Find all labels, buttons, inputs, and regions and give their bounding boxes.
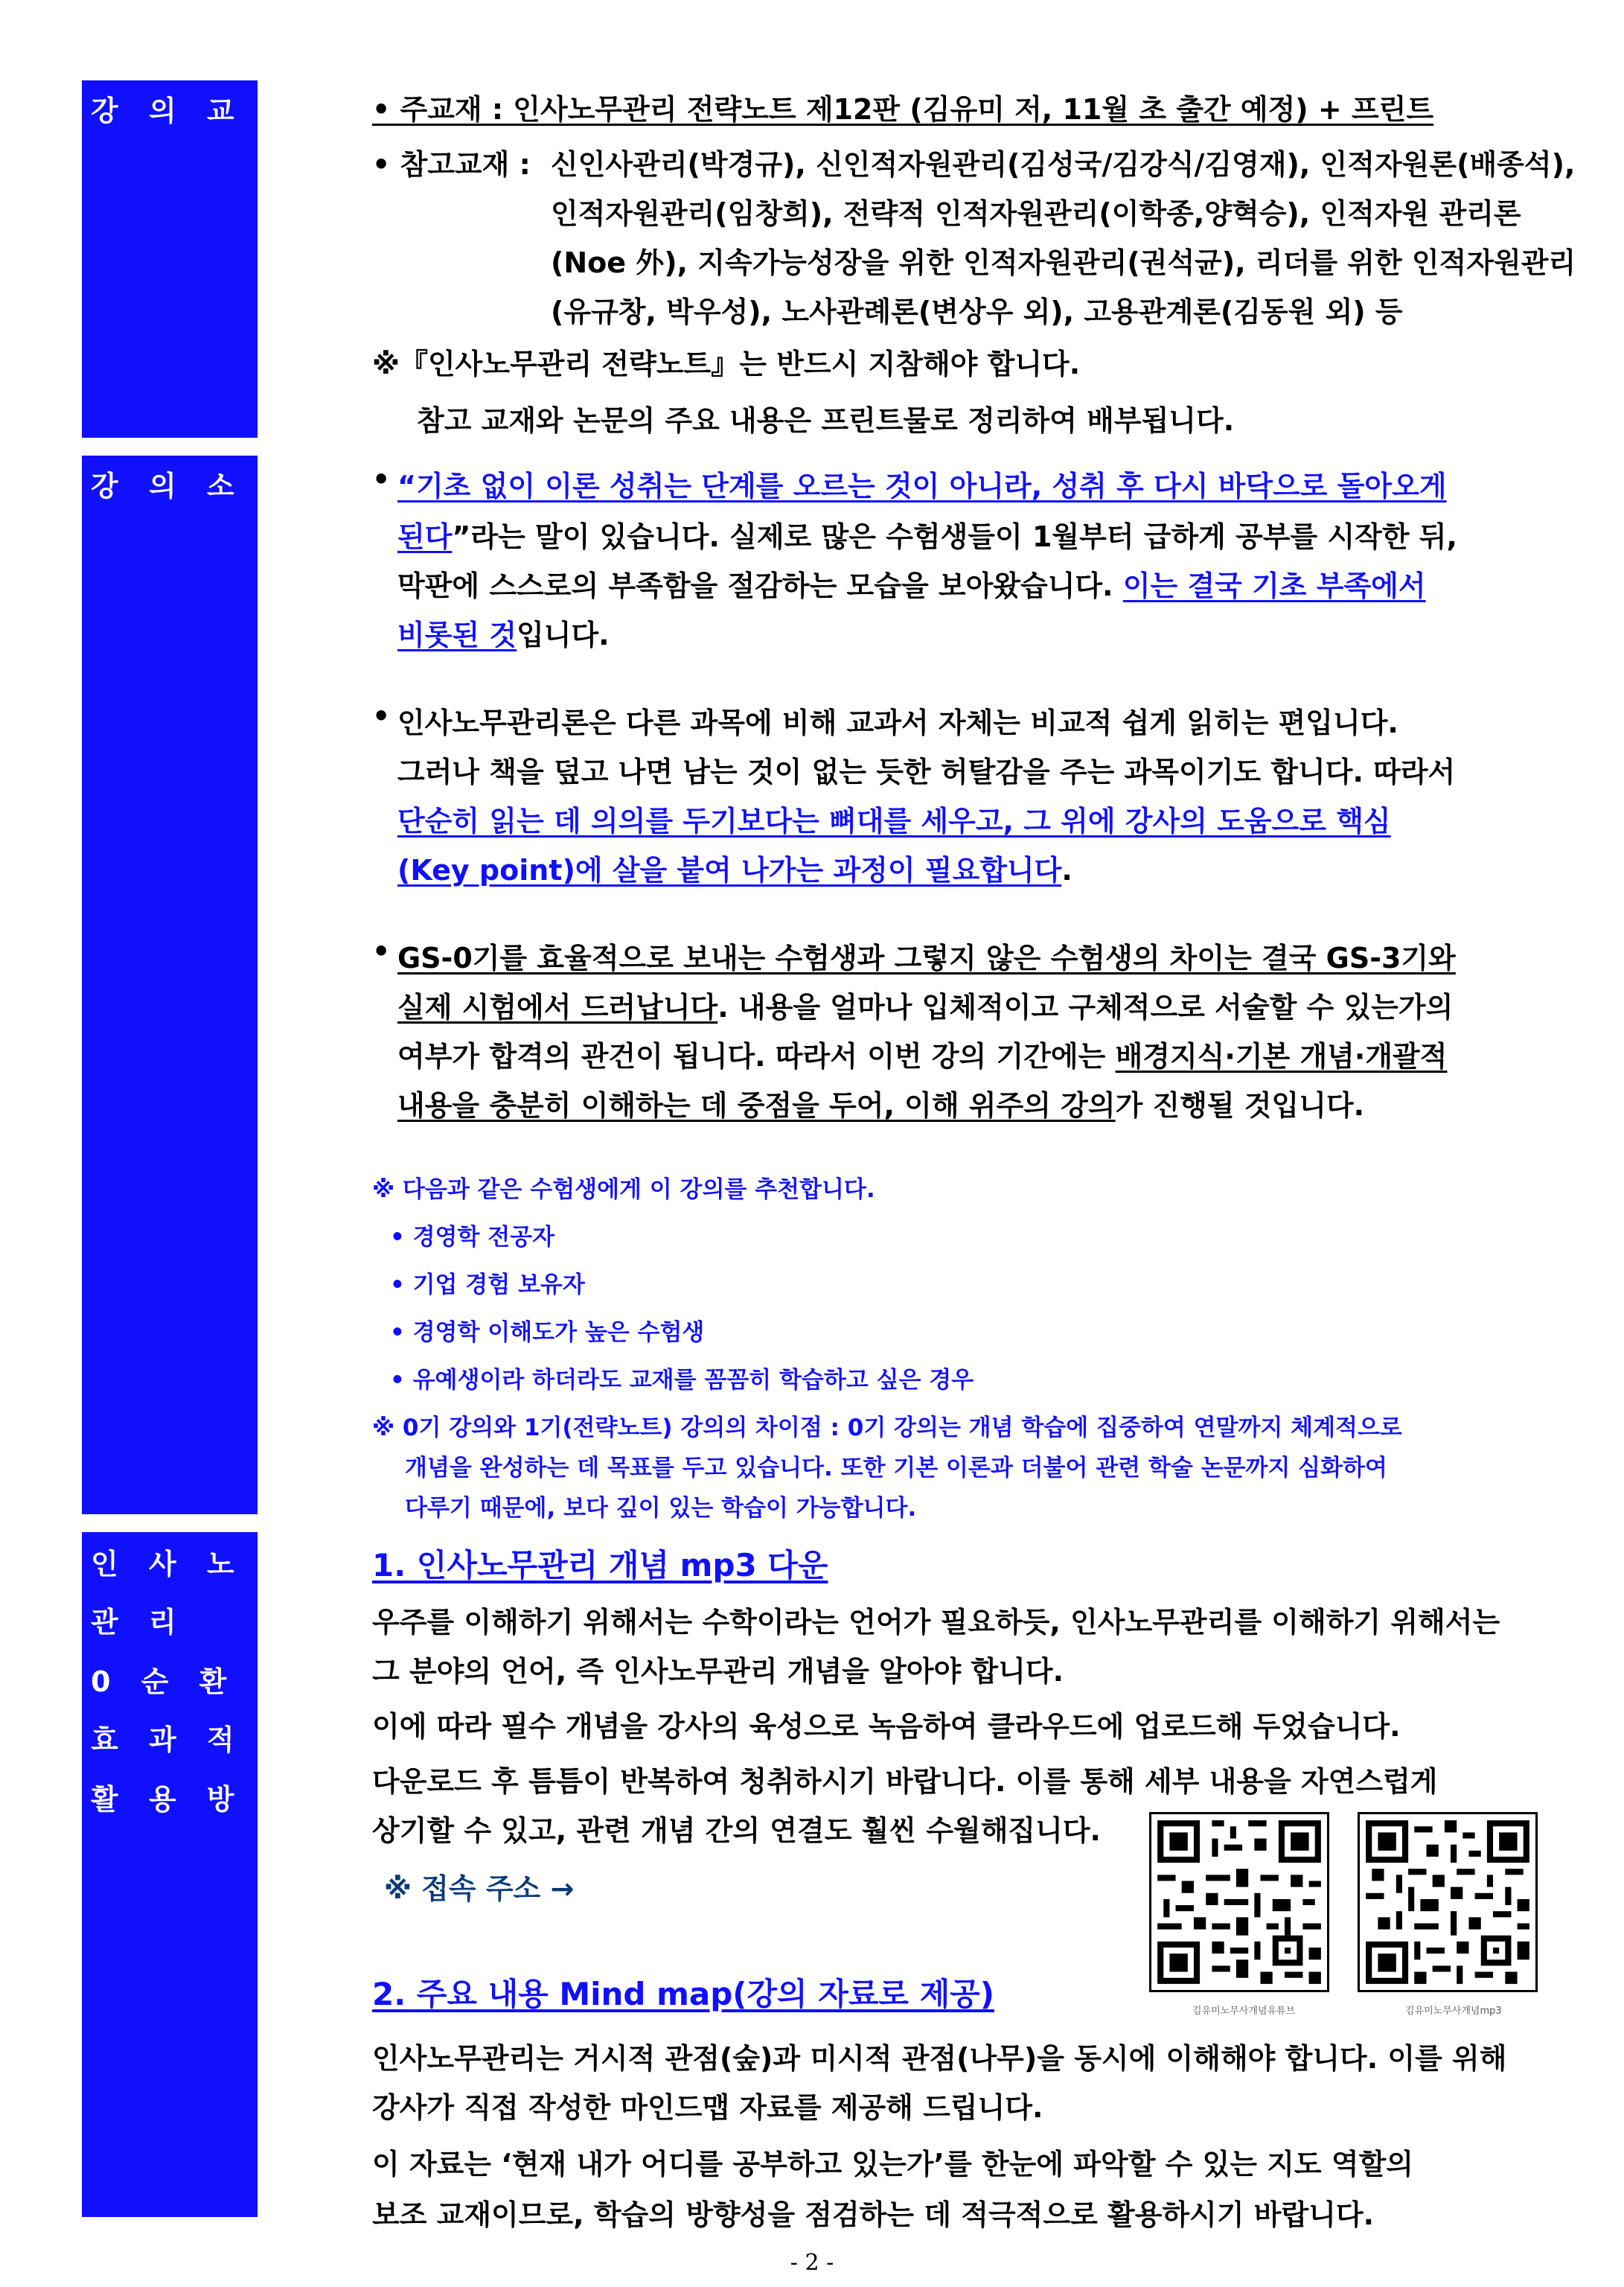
usage-paragraph-line: 보조 교재이므로, 학습의 방향성을 점검하는 데 적극적으로 활용하시기 바랍니다. (372, 2198, 1375, 2231)
qr-caption-mp3: 김유미노무사개념mp3 (1405, 2006, 1502, 2017)
intro-paragraph-line: 그러나 책을 덮고 나면 남는 것이 없는 듯한 허탈감을 주는 과목이기도 합니다. 따라서 (397, 756, 1456, 788)
qr-code-mp3[interactable] (1358, 1812, 1538, 1992)
sidebar-label-textbook: 강 의 교 재 (91, 95, 303, 127)
intro-text: 가 진행될 것입니다. (1115, 1089, 1365, 1122)
usage-paragraph-line: 이에 따라 필수 개념을 강사의 육성으로 녹음하여 클라우드에 업로드해 두었습니다. (372, 1710, 1401, 1743)
intro-highlight: 단순히 읽는 데 의의를 두기보다는 뼈대를 세우고, 그 위에 강사의 도움으로 핵심 (397, 805, 1391, 838)
sidebar-label-usage-2: 관 리 (91, 1606, 187, 1639)
usage-paragraph-line: 우주를 이해하기 위해서는 수학이라는 언어가 필요하듯, 인사노무관리를 이해하기 위해서는 (372, 1606, 1500, 1639)
sidebar-label-usage-4: 효 과 적 인 (91, 1723, 303, 1756)
intro-underlined: 배경지식·기본 개념·개괄적 (1115, 1040, 1448, 1073)
reference-textbook-line: (Noe 外), 지속가능성장을 위한 인적자원관리(권석균), 리더를 위한 인적자원관리 (551, 246, 1576, 279)
intro-text: 여부가 합격의 관건이 됩니다. 따라서 이번 강의 기간에는 (397, 1040, 1116, 1073)
access-address: ※ 접속 주소 → (384, 1872, 575, 1905)
intro-underlined-line: GS-0기를 효율적으로 보내는 수험생과 그렇지 않은 수험생의 차이는 결국 GS-3기와 (397, 942, 1456, 975)
reference-textbook-prefix: • 참고교재 : (372, 148, 531, 181)
sidebar-label-intro: 강 의 소 개 (91, 470, 303, 503)
page-number: - 2 - (790, 2250, 834, 2276)
intro-paragraph-line (397, 514, 1457, 555)
sidebar-label-usage-5: 활 용 방 법 (91, 1783, 303, 1816)
recommend-item: • 경영학 이해도가 높은 수험생 (390, 1319, 705, 1346)
intro-paragraph-line (397, 984, 1453, 1025)
intro-paragraph-line (397, 612, 610, 653)
intro-paragraph-line (397, 1033, 1447, 1074)
reference-textbook-line: 신인사관리(박경규), 신인적자원관리(김성국/김강식/김영재), 인적자원론(배종석), (551, 148, 1576, 181)
intro-text: ”라는 말이 있습니다. 실제로 많은 수험생들이 1월부터 급하게 공부를 시작한 뒤, (452, 520, 1457, 553)
qr-code-youtube[interactable] (1149, 1812, 1329, 1992)
intro-highlight: (Key point)에 살을 붙여 나가는 과정이 필요합니다 (397, 854, 1062, 887)
usage-paragraph-line: 다운로드 후 틈틈이 반복하여 청취하시기 바랍니다. 이를 통해 세부 내용을 자연스럽게 (372, 1765, 1438, 1798)
difference-note: ※ 0기 강의와 1기(전략노트) 강의의 차이점 : 0기 강의는 개념 학습에 집중하여 연말까지 체계적으로 (372, 1414, 1402, 1441)
usage-paragraph-line: 그 분야의 언어, 즉 인사노무관리 개념을 알아야 합니다. (372, 1655, 1064, 1688)
main-textbook-line: • 주교재 : 인사노무관리 전략노트 제12판 (김유미 저, 11월 초 출간 예정) + 프린트 (372, 93, 1434, 126)
sidebar-box-intro (82, 456, 258, 1514)
intro-paragraph-line (397, 563, 1426, 604)
intro-bullet: • (372, 463, 391, 496)
section-title-mp3: 1. 인사노무관리 개념 mp3 다운 (372, 1547, 828, 1583)
intro-underlined: 내용을 충분히 이해하는 데 중점을 두어, 이해 위주의 강의 (397, 1089, 1116, 1122)
intro-text: 입니다. (517, 619, 610, 651)
intro-highlight: 이는 결국 기초 부족에서 (1122, 570, 1426, 602)
intro-text: 막판에 스스로의 부족함을 절감하는 모습을 보아왔습니다. (397, 570, 1123, 602)
sidebar-label-usage-3: 0 순 환 의 (91, 1665, 295, 1698)
reference-textbook-line: 인적자원관리(임창희), 전략적 인적자원관리(이학종,양혁승), 인적자원 관리론 (551, 197, 1521, 230)
intro-bullet: • (372, 700, 391, 733)
difference-note: 다루기 때문에, 보다 깊이 있는 학습이 가능합니다. (405, 1495, 917, 1522)
recommend-item: • 경영학 전공자 (390, 1224, 555, 1251)
intro-bullet: • (372, 935, 391, 968)
intro-quote-line: “기초 없이 이론 성취는 단계를 오르는 것이 아니라, 성취 후 다시 바닥으로 돌아오게 (397, 470, 1447, 503)
intro-highlight: 비롯된 것 (397, 619, 517, 651)
intro-quote-end: 된다 (397, 520, 453, 553)
textbook-note: 참고 교재와 논문의 주요 내용은 프린트물로 정리하여 배부됩니다. (417, 404, 1235, 437)
usage-paragraph-line: 인사노무관리는 거시적 관점(숲)과 미시적 관점(나무)을 동시에 이해해야 합니다. 이를 위해 (372, 2042, 1507, 2075)
intro-paragraph-line: 인사노무관리론은 다른 과목에 비해 교과서 자체는 비교적 쉽게 읽히는 편입니다. (397, 706, 1398, 739)
intro-text: . 내용을 얼마나 입체적이고 구체적으로 서술할 수 있는가의 (717, 991, 1454, 1024)
textbook-note: ※『인사노무관리 전략노트』는 반드시 지참해야 합니다. (372, 348, 1081, 380)
qr-code-icon (1360, 1814, 1535, 1990)
recommend-title: ※ 다음과 같은 수험생에게 이 강의를 추천합니다. (372, 1176, 875, 1203)
difference-note: 개념을 완성하는 데 목표를 두고 있습니다. 또한 기본 이론과 더불어 관련 학술 논문까지 심화하여 (405, 1455, 1387, 1481)
recommend-item: • 유예생이라 하더라도 교재를 꼼꼼히 학습하고 싶은 경우 (390, 1367, 974, 1394)
qr-code-icon (1151, 1814, 1327, 1990)
usage-paragraph-line: 강사가 직접 작성한 마인드맵 자료를 제공해 드립니다. (372, 2091, 1043, 2124)
intro-text: . (1061, 854, 1072, 887)
intro-underlined: 실제 시험에서 드러납니다 (397, 991, 718, 1024)
sidebar-box-textbook (82, 80, 258, 438)
section-title-mindmap: 2. 주요 내용 Mind map(강의 자료로 제공) (372, 1976, 994, 2012)
intro-paragraph-line (397, 847, 1072, 888)
usage-paragraph-line: 이 자료는 ‘현재 내가 어디를 공부하고 있는가’를 한눈에 파악할 수 있는 지도 역할의 (372, 2148, 1413, 2181)
intro-paragraph-line (397, 1082, 1364, 1123)
sidebar-label-usage-1: 인 사 노 무 (91, 1548, 303, 1581)
reference-textbook-line: (유규창, 박우성), 노사관례론(변상우 외), 고용관계론(김동원 외) 등 (551, 296, 1403, 328)
usage-paragraph-line: 상기할 수 있고, 관련 개념 간의 연결도 훨씬 수월해집니다. (372, 1814, 1101, 1847)
qr-caption-youtube: 김유미노무사개념유튜브 (1192, 2006, 1296, 2017)
recommend-item: • 기업 경험 보유자 (390, 1272, 585, 1298)
